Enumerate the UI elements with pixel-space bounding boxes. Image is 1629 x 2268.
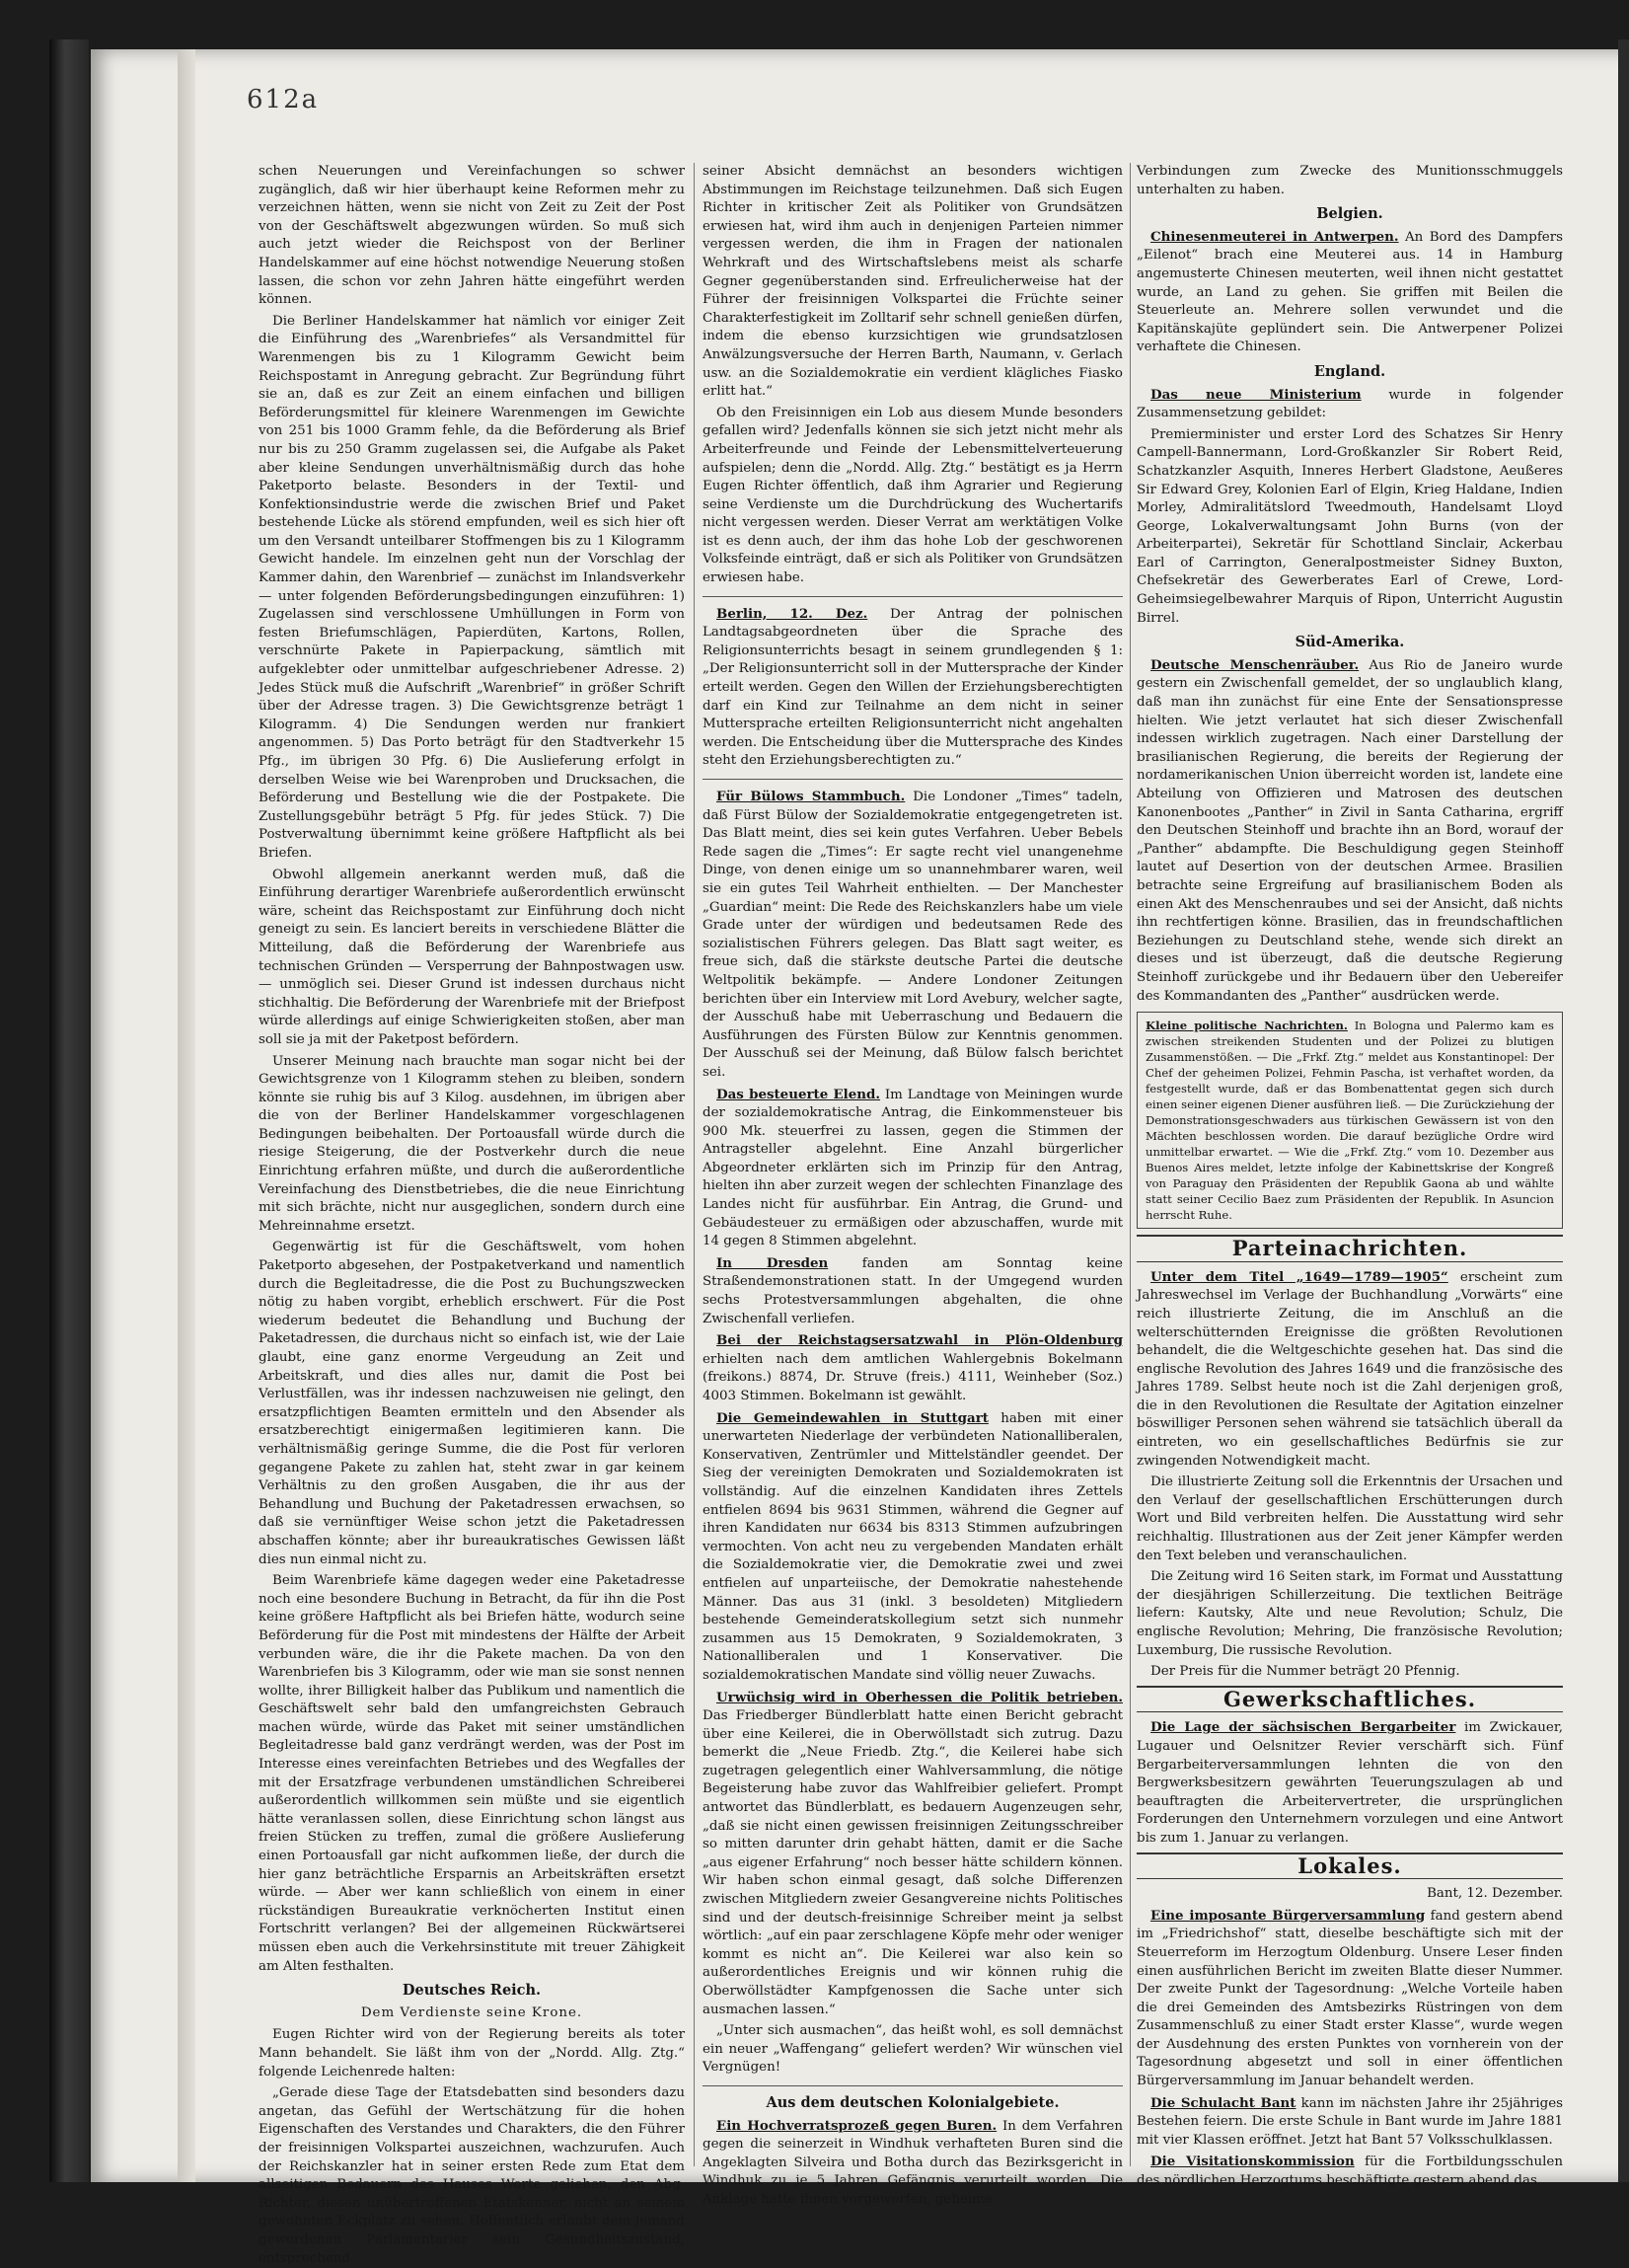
column-1 (259, 163, 685, 2266)
article-lead: Deutsche Menschenräuber. (1150, 656, 1360, 673)
news-brief-box: Kleine politische Nachrichten. In Bologna und Palermo kam es zwischen streikenden Studenten und der Polizei zu blutigen Zusammenstößen. — Die „Frkf. Ztg.“ meldet aus Konstantinopel: Der Chef der geheimen Polizei, Fehmin Pascha, ist verhaftet worden, da festgestellt wurde, daß er das Bombenattentat gegen sich durch einen seiner eigenen Diener ausführen ließ. — Die Zurückziehung der Demonstrationsgeschwaders aus türkischen Gewässern ist von den Mächten beschlossen worden. Die darauf bezügliche Ordre wird unmittelbar erwartet. — Wie die „Frkf. Ztg.“ vom 10. Dezember aus Buenos Aires meldet, letzte infolge der Kabinettskrise der Kongreß von Paraguay den Präsidenten der Republik Gaona ab und wählte statt seiner Cecilio Baez zum Präsidenten der Republik. In Asuncion herrscht Ruhe. (1137, 1012, 1563, 1229)
article-lead: Urwüchsig wird in Oberhessen die Politik betrieben. (716, 1689, 1123, 1705)
section-banner: Gewerkschaftliches. (1137, 1686, 1563, 1713)
divider (703, 2085, 1123, 2086)
section-heading: Deutsches Reich. (402, 1982, 542, 2000)
article-lead: In Dresden (716, 1254, 829, 1271)
paragraph: Unserer Meinung nach brauchte man sogar nicht bei der Gewichtsgrenze von 1 Kilogramm stehen zu bleiben, sondern könnte sie ruhig bis auf 3 Kilog. ausdehnen, im übrigen aber die von der Berliner Handelskammer vorgeschlagenen Bedingungen beibehalten. Der Portoausfall würde durch die riesige Steigerung, die der Postverkehr durch die neue Einrichtung erfahren müßte, und durch die außerordentliche Vereinfachung des Dienstbetriebes, die die neue Einrichtung mit sich brächte, nicht nur ausgeglichen, sondern durch eine Mehreinnahme ersetzt. (259, 1053, 685, 1234)
paragraph: Eugen Richter wird von der Regierung bereits als toter Mann behandelt. Sie läßt ihm von der „Nordd. Allg. Ztg.“ folgende Leichenrede halten: (259, 2027, 685, 2079)
paragraph: Das neue Ministerium wurde in folgender Zusammensetzung gebildet: (1137, 386, 1564, 421)
paragraph: Beim Warenbriefe käme dagegen weder eine Paketadresse noch eine besondere Buchung in Betracht, da für ihn die Post keine größere Haftpflicht als bei Briefen hätte, wodurch seine Beförderung für die Post mit mindestens der Hälfte der Arbeit verbunden wäre, die ihr die Pakete machen. Da von den Warenbriefen bis 3 Kilogramm, oder wie man sie sonst nennen wollte, ihrer Billigkeit halber das Publikum und namentlich die Geschäftswelt sehr bald den umfangreichsten Gebrauch machen würde, würde das Paket mit seiner umständlichen Begleitadresse bald ganz verdrängt werden, was der Post im Interesse eines vereinfachten Betriebes und des Wegfalles der mit der Ersatzfrage verbundenen umständlichen Schreiberei außerordentlich willkommen sein müßte und sie eigentlich hätte veranlassen sollen, diese Einrichtung schon längst aus freien Stücken zu treffen, zumal die größere Auslieferung einen Portoausfall gar nicht aufkommen ließe, der durch die hier ganz beträchtliche Ersparnis an Arbeitskräften ersetzt würde. — Aber wer kann schließlich von einem in einer rückständigen Bureaukratie verknöcherten Institut einen Fortschritt verlangen? Bei der allgemeinen Rückwärtserei müssen eben auch die Verkehrsinstitute mit treuer Zähigkeit am Alten festhalten. (259, 1573, 685, 1974)
article-lead: Die Lage der sächsischen Bergarbeiter (1150, 1719, 1456, 1736)
column-3 (1137, 163, 1564, 2189)
paragraph: Die Schulacht Bant kann im nächsten Jahre ihr 25jähriges Bestehen feiern. Die erste Schule in Bant wurde im Jahre 1881 mit vier Klassen eröffnet. Jetzt hat Bant 57 Volksschulklassen. (1137, 2094, 1564, 2148)
article-lead: Eine imposante Bürgerversammlung (1150, 1907, 1426, 1924)
section-heading: England. (1313, 362, 1386, 380)
paragraph: Die Berliner Handelskammer hat nämlich vor einiger Zeit die Einführung des „Warenbriefes“ als Versandmittel für Warenmengen bis zu 1 Kilogramm Gewicht beim Reichspostamt in Anregung gebracht. Zur Begründung führt sie an, daß es zur Zeit an einem einfachen und billigen Beförderungsmittel für kleinere Warenmengen im Gewichte von 251 bis 1000 Gramm fehle, da die Beförderung als Brief nur bis zu 250 Gramm zugelassen sei, die Aufgabe als Paket aber kleine Sendungen unverhältnismäßig durch das hohe Paketporto belaste. Besonders in der Textil- und Konfektionsindustrie werde die zwischen Brief und Paket bestehende Lücke als störend empfunden, weil es sich hier oft um den Versandt unteilbarer Stoffmengen bis zu 1 Kilogramm Gewicht handele. Im einzelnen geht nun der Vorschlag der Kammer dahin, den Warenbrief — zunächst im Inlandsverkehr — unter folgenden Beförderungsbedingungen einzuführen: 1) Zugelassen sind verschlossene Umhüllungen in Form von festen Briefumschlägen, Papierdüten, Kartons, Rollen, verschnürte Pakete in Papierpackung, sämtlich mit aufgeklebter oder unmittelbar aufgeschriebener Adresse. 2) Jedes Stück muß die Aufschrift „Warenbrief“ in größer Schrift über der Adresse tragen. 3) Die Gewichtsgrenze beträgt 1 Kilogramm. 4) Die Sendungen werden nur frankiert angenommen. 5) Das Porto beträgt für den Stadtverkehr 15 Pfg., im übrigen 30 Pfg. 6) Die Auslieferung erfolgt in derselben Weise wie bei Warenproben und Drucksachen, die Beförderung und Bestellung wie die der Postpakete. Die Zustellungsgebühr beträgt 5 Pfg. für jedes Stück. 7) Die Postverwaltung übernimmt keine größere Haftpflicht als bei Briefen. (259, 313, 685, 861)
paragraph: Bei der Reichstagsersatzwahl in Plön-Oldenburg erhielten nach dem amtlichen Wahlergebnis Bokelmann (freikons.) 8874, Dr. Struve (freis.) 4111, Weinheber (Soz.) 4003 Stimmen. Bokelmann ist gewählt. (703, 1332, 1123, 1403)
paragraph: Für Bülows Stammbuch. Die Londoner „Times“ tadeln, daß Fürst Bülow der Sozialdemokratie entgegengetreten ist. Das Blatt meint, dies sei kein gutes Verfahren. Ueber Bebels Rede sagen die „Times“: Er sagte recht viel unangenehme Dinge, von denen einige um so unannehmbarer waren, weil sie ein gutes Teil Wahrheit enthielten. — Der Manchester „Guardian“ meint: Die Rede des Reichskanzlers habe um viele Grade unter der würdigen und bedeutsamen Rede des sozialistischen Führers gelegen. Das Blatt sagt weiter, es freue sich, daß die stärkste deutsche Partei die deutsche Weltpolitik bekämpfe. — Andere Londoner Zeitungen berichten über ein Interview mit Lord Avebury, welcher sagte, der Ausschuß habe mit Ueberraschung und Bedauern die Ausführungen des Fürsten Bülow zur Kenntnis genommen. Der Ausschuß sei der Meinung, daß Bülow falsch berichtet sei. (703, 789, 1124, 1080)
article-lead: Die Schulacht Bant (1150, 2094, 1296, 2111)
paragraph: Die illustrierte Zeitung soll die Erkenntnis der Ursachen und den Verlauf der gesellschaftlichen Erschütterungen durch Wort und Bild verbreiten helfen. Die Ausstattung wird sehr reichhaltig. Illustrationen aus der Zeit jener Kämpfer werden den Text beleben und veranschaulichen. (1137, 1474, 1563, 1563)
paragraph: Berlin, 12. Dez. Der Antrag der polnischen Landtagsabgeordneten über die Sprache des Religionsunterrichts besagt in seinem grundlegenden § 1: „Der Religionsunterricht soll in der Muttersprache der Kinder erteilt werden. Gegen den Willen der Erziehungsberechtigten darf ein Kind zur Teilnahme an dem nicht in seiner Muttersprache erteilten Religionsunterricht nicht angehalten werden. Die Entscheidung über die Muttersprache des Kindes steht den Erziehungsberechtigten zu.“ (703, 605, 1123, 769)
article-lead: Das neue Ministerium (1150, 386, 1362, 403)
paragraph: „Unter sich ausmachen“, das heißt wohl, es soll demnächst ein neuer „Waffengang“ geliefert werden? Wir wünschen viel Vergnügen! (703, 2023, 1123, 2076)
section-banner: Lokales. (1137, 1852, 1563, 1880)
paragraph: Ob den Freisinnigen ein Lob aus diesem Munde besonders gefallen wird? Jedenfalls können sie sich jetzt nicht mehr als Arbeiterfreunde und Feinde der Lebensmittelverteuerung aufspielen; denn die „Nordd. Allg. Ztg.“ bestätigt es ja Herrn Eugen Richter öffentlich, daß ihm Agrarier und Regierung seine Verdienste um die Durchdrückung des Wuchertarifs nicht vergessen werden. Dieser Verrat am werktätigen Volke ist es denn auch, der ihm das hohe Lob der geschworenen Volksfeinde einträgt, daß er sich als Politiker von Grundsätzen erwiesen habe. (703, 405, 1123, 586)
article-lead: Das besteuerte Elend. (716, 1086, 881, 1102)
book-binding (49, 39, 89, 2182)
article-lead: Die Gemeindewahlen in Stuttgart (716, 1409, 989, 1426)
article-lead: Berlin, 12. Dez. (716, 605, 868, 622)
article-lead: Unter dem Titel „1649—1789—1905“ (1150, 1268, 1448, 1285)
paragraph: Gegenwärtig ist für die Geschäftswelt, vom hohen Paketporto abgesehen, der Postpaketverkand und namentlich durch die Begleitadresse, die die Post zu Buchungszwecken nötig zu haben vorgibt, erheblich erschwert. Für die Post wiederum bedeutet die Behandlung und Buchung der Paketadressen, die durchaus nicht so einfach ist, wie der Laie glaubt, eine ganz enorme Vergeudung an Zeit und Arbeitskraft, und dies alles nur, damit die Post bei Verlustfällen, was ihr indessen nachzuweisen nie gelingt, den ersatzpflichtigen Beamten ermitteln und den Absender als ersatzberechtigt einigermaßen legitimieren kann. Die verhältnismäßig geringe Summe, die die Post für verloren gegangene Pakete zu zahlen hat, steht zwar in gar keinem Verhältnis zu den großen Ausgaben, die ihr aus der Behandlung und Buchung der Paketadressen erwachsen, so daß sie vernünftiger Weise schon jetzt die Paketadressen abschaffen könnte; aber ihr bureaukratisches Gewissen läßt dies nun einmal nicht zu. (259, 1240, 685, 1567)
paragraph: Die Visitationskommission für die Fortbildungsschulen des nördlichen Herzogtums beschäftigte gestern abend das (1137, 2154, 1563, 2189)
article-lead: Ein Hochverratsprozeß gegen Buren. (716, 2117, 998, 2134)
paragraph: „Gerade diese Tage der Etatsdebatten sind besonders dazu angetan, das Gefühl der Wertschätzung für die hohen Eigenschaften des Verstandes und Charakters, die den Führer der freisinnigen Volkspartei auszeichnen, wachzurufen. Auch der Reichskanzler hat in seiner ersten Rede zum Etat dem allseitigen Bedauern des Hauses Worte geliehen, den Abg. Richter, diesen unübertroffenen Etatskenner, nicht an seinem gewohnten Eckplatz zu sehen. Hoffentlich erlaubt dem jemand gewordenen Parlamentarier sein Gesundheitszustand, entsprechend (259, 2085, 685, 2266)
article-lead: Die Visitationskommission (1150, 2154, 1355, 2170)
page-gutter (178, 49, 195, 2182)
divider (703, 779, 1123, 780)
column-rule (1130, 163, 1131, 2166)
paragraph: Die Lage der sächsischen Bergarbeiter im Zwickauer, Lugauer und Oelsnitzer Revier verschärft sich. Fünf Bergarbeiterversammlungen lehnten die von den Bergwerksbesitzern gewährten Teuerungszulagen ab und beauftragten die Arbeitervertreter, die ursprünglichen Forderungen den Unternehmern vorzulegen und eine Antwort bis zum 1. Januar zu verlangen. (1137, 1719, 1563, 1846)
paragraph: Die Gemeindewahlen in Stuttgart haben mit einer unerwarteten Niederlage der verbündeten Nationalliberalen, Konservativen, Zentrümler und Mittelständler geendet. Der Sieg der vereinigten Demokraten und Sozialdemokraten ist vollständig. Auf die einzelnen Kandidaten ihres Zettels entfielen 8694 bis 9631 Stimmen, während die Gegner auf ihren Kandidaten nur 6634 bis 8313 Stimmen aufzubringen vermochten. Von acht neu zu vergebenden Mandaten erhält die Sozialdemokratie vier, die Demokratie zwei und zwei entfielen auf unparteiische, der Demokratie nahestehende Männer. Das aus 31 (inkl. 3 besoldeten) Mitgliedern bestehende Gemeinderatskollegium setzt sich nunmehr zusammen aus 15 Demokraten, 9 Sozialdemokraten, 3 Nationalliberalen und 1 Konservativer. Die sozialdemokratischen Mandate sind völlig neuer Zuwachs. (703, 1409, 1123, 1683)
section-heading: Süd-Amerika. (1295, 634, 1405, 651)
paragraph: Der Preis für die Nummer beträgt 20 Pfennig. (1150, 1664, 1460, 1680)
paragraph: Urwüchsig wird in Oberhessen die Politik betrieben. Das Friedberger Bündlerblatt hatte einen Bericht gebracht über eine Keilerei, die in Oberwöllstadt sich zutrug. Dazu bemerkt die „Neue Friedb. Ztg.“, die Keilerei habe sich zugetragen gelegentlich einer Wahlversammlung, die nötige Begeisterung habe zuvor das Wahlfreibier geliefert. Prompt antwortet das Bündlerblatt, es bedauern Augenzeugen sehr, „daß sie nicht einen gewissen freisinnigen Zeitungsschreiber so mitten darunter drin gehabt hätten, damit er die Sache „aus eigener Erfahrung“ noch besser hätte schildern können. Wir haben schon einmal gesagt, daß solche Differenzen zwischen Mitgliedern zweier Gesangvereine nichts Politisches sind und der deutsch-freisinnige Schreiber meint ja selbst wörtlich: „auf ein paar zerschlagene Köpfe mehr oder weniger kommt es nicht an“. Die Keilerei war also kein so außerordentliches Ereignis und wir können ruhig die Oberwöllstädter Kampfgenossen die Sache unter sich ausmachen lassen.“ (703, 1689, 1123, 2017)
article-lead: Bei der Reichstagsersatzwahl in Plön-Oldenburg (716, 1332, 1123, 1349)
divider (703, 596, 1123, 597)
page-edge (1618, 39, 1629, 2182)
dateline: Bant, 12. Dezember. (1427, 1886, 1563, 1902)
paragraph: Verbindungen zum Zwecke des Munitionsschmuggels unterhalten zu haben. (1137, 164, 1563, 197)
paragraph: Ein Hochverratsprozeß gegen Buren. In dem Verfahren gegen die seinerzeit in Windhuk verhafteten Buren sind die Angeklagten Silveira und Botha durch das Bezirksgericht in Windhuk zu je 5 Jahren Gefängnis verurteilt worden. Die Anklage hatte ihnen vorgeworfen, geheime (703, 2117, 1123, 2207)
paragraph: Premierminister und erster Lord des Schatzes Sir Henry Campell-Bannermann, Lord-Großkanzler Sir Robert Reid, Schatzkanzler Asquith, Inneres Herbert Gladstone, Aeußeres Sir Edward Grey, Kolonien Earl of Elgin, Krieg Haldane, Indien Morley, Admiralitätslord Tweedmouth, Handelsamt Lloyd George, Lokalverwaltungsamt John Burns (von der Arbeiterpartei), Sekretär für Schottland Sinclair, Ackerbau Earl of Carrington, Generalpostmeister Sidney Buxton, Chefsekretär des Gewerberates Earl of Crewe, Lord-Geheimsiegelbewahrer Marquis of Ripon, Unterricht Augustin Birrel. (1137, 426, 1563, 626)
paragraph: schen Neuerungen und Vereinfachungen so schwer zugänglich, daß wir hier überhaupt keine Reformen mehr zu verzeichnen hätten, wenn sie nicht von Zeit zu Zeit der Post von der Geschäftswelt abgezwungen würden. So muß sich auch jetzt wieder die Reichspost von der Berliner Handelskammer auf eine höchst notwendige Neuerung stoßen lassen, die schon vor zehn Jahren hätte eingeführt werden können. (259, 164, 685, 308)
paragraph: Das besteuerte Elend. Im Landtage von Meiningen wurde der sozialdemokratische Antrag, die Einkommensteuer bis 900 Mk. steuerfrei zu lassen, gegen die Stimmen der Antragsteller abgelehnt. Eine Anzahl bürgerlicher Abgeordneter erklärten sich im Prinzip für den Antrag, hielten ihn aber zurzeit wegen der schlechten Finanzlage des Landes nicht für ausführbar. Ein Antrag, die Grund- und Gebäudesteuer zu ermäßigen oder abzuschaffen, wurde mit 14 gegen 8 Stimmen abgelehnt. (703, 1086, 1123, 1249)
section-banner: Parteinachrichten. (1137, 1235, 1563, 1262)
paragraph: Eine imposante Bürgerversammlung fand gestern abend im „Friedrichshof“ statt, dieselbe beschäftigte sich mit der Steuerreform im Herzogtum Oldenburg. Unsere Leser finden einen ausführlichen Bericht im zweiten Blatte dieser Nummer. Der zweite Punkt der Tagesordnung: „Welche Vorteile haben die drei Gemeinden des Amtsbezirks Rüstringen von dem Zusammenschluß zu einer Stadt erster Klasse“, wurde wegen der Ausdehnung des ersten Punktes von vornherein von der Tagesordnung abgesetzt und soll in einer öffentlichen Bürgerversammlung im Januar behandelt werden. (1137, 1907, 1564, 2089)
paragraph: Obwohl allgemein anerkannt werden muß, daß die Einführung derartiger Warenbriefe außerordentlich erwünscht wäre, scheint das Reichspostamt zur Einführung doch nicht geneigt zu sein. Es lanciert bereits in verschiedene Blätter die Mitteilung, daß die Beförderung der Warenbriefe aus technischen Gründen — Versperrung der Bahnpostwagen usw. — unmöglich sei. Dieser Grund ist indessen durchaus nicht stichhaltig. Die Beförderung der Warenbriefe mit der Briefpost würde allerdings auf einige Schwierigkeiten stoßen, aber man soll sie ja mit der Paketpost befördern. (259, 867, 685, 1047)
column-2 (703, 163, 1124, 2207)
article-lead: Chinesenmeuterei in Antwerpen. (1150, 228, 1399, 245)
section-heading: Aus dem deutschen Kolonialgebiete. (766, 2093, 1060, 2111)
article-title: Dem Verdienste seine Krone. (360, 2004, 583, 2020)
paragraph: seiner Absicht demnächst an besonders wichtigen Abstimmungen im Reichstage teilzunehmen. Daß sich Eugen Richter in kritischer Zeit als Politiker von Grundsätzen erwiesen hat, wird ihm auch in denjenigen Parteien nimmer vergessen werden, die ihm in Fragen der nationalen Wehrkraft und des Wirtschaftslebens meist als scharfe Gegner gegenüberstanden sind. Erfreulicherweise hat der Führer der freisinnigen Volkspartei die Früchte seiner Charakterfestigkeit im Zolltarif sehr schnell genießen dürfen, indem die ebenso kurzsichtigen wie grundsatzlosen Anwälzungsversuche der Herren Barth, Naumann, v. Gerlach usw. an die Sozialdemokratie ein verdient klägliches Fiasko erlitt hat.“ (703, 164, 1123, 400)
paragraph: Chinesenmeuterei in Antwerpen. An Bord des Dampfers „Eilenot“ brach eine Meuterei aus. 14 in Hamburg angemusterte Chinesen meuterten, weil ihnen nicht gestattet wurde, an Land zu gehen. Sie griffen mit Beilen die Steuerleute an. Mehrere sollen verwundet und die Kapitänskajüte geplündert sein. Die Antwerpener Polizei verhaftete die Chinesen. (1137, 228, 1563, 355)
handwritten-page-number: 612a (247, 85, 320, 114)
section-heading: Belgien. (1316, 205, 1383, 223)
article-lead: Für Bülows Stammbuch. (716, 789, 906, 804)
paragraph: In Dresden fanden am Sonntag keine Straßendemonstrationen statt. In der Umgegend wurden sechs Protestversammlungen abgehalten, die ohne Zwischenfall verliefen. (703, 1254, 1123, 1326)
paragraph: Unter dem Titel „1649—1789—1905“ erscheint zum Jahreswechsel im Verlage der Buchhandlung „Vorwärts“ eine reich illustrierte Zeitung, die im Anschluß an die welterschütternden Ereignisse die größten Revolutionen behandelt, die die Weltgeschichte gesehen hat. Das sind die englische Revolution des Jahres 1649 und die französische des Jahres 1789. Selbst heute noch ist die Zahl derjenigen groß, die in den Revolutionen die Resultate der Agitation einzelner böswilliger Personen sehen während sie tatsächlich überall da eintreten, wo ein gesellschaftliches Bedürfnis sie zur zwingenden Notwendigkeit macht. (1137, 1268, 1563, 1469)
paragraph: Deutsche Menschenräuber. Aus Rio de Janeiro wurde gestern ein Zwischenfall gemeldet, der so unglaublich klang, daß man ihn zunächst für eine Ente der Sensationspresse hielten. Wie jetzt verlautet hat sich dieser Zwischenfall indessen wirklich zugetragen. Nach einer Darstellung der brasilianischen Regierung, die bereits der Regierung der nordamerikanischen Union überreicht worden ist, landete eine Abteilung von Offizieren und Matrosen des deutschen Kanonenbootes „Panther“ in Zivil in Santa Catharina, ergriff den Deutschen Steinhoff und brachte ihn an Bord, worauf der „Panther“ abdampfte. Die Beschuldigung gegen Steinhoff lautet auf Desertion von der deutschen Armee. Brasilien betrachte seine Ergreifung auf brasilianischem Boden als einen Akt des Menschenraubes und sei der Ansicht, daß nichts ihn rechtfertigen könne. Brasilien, das in freundschaftlichen Beziehungen zu Deutschland stehe, wende sich direkt an dieses und ist überzeugt, daß die deutsche Regierung Steinhoff zurückgebe und ihr Bedauern über den Uebereifer des Kommandanten des „Panther“ ausdrücken werde. (1137, 656, 1563, 1004)
article-lead: Kleine politische Nachrichten. (1146, 1019, 1348, 1033)
column-rule (694, 163, 695, 2166)
paragraph: Die Zeitung wird 16 Seiten stark, im Format und Ausstattung der diesjährigen Schillerzeitung. Die textlichen Beiträge liefern: Kautsky, Alte und neue Revolution; Schulz, Die englische Revolution; Mehring, Die französische Revolution; Luxemburg, Die russische Revolution. (1137, 1569, 1563, 1658)
